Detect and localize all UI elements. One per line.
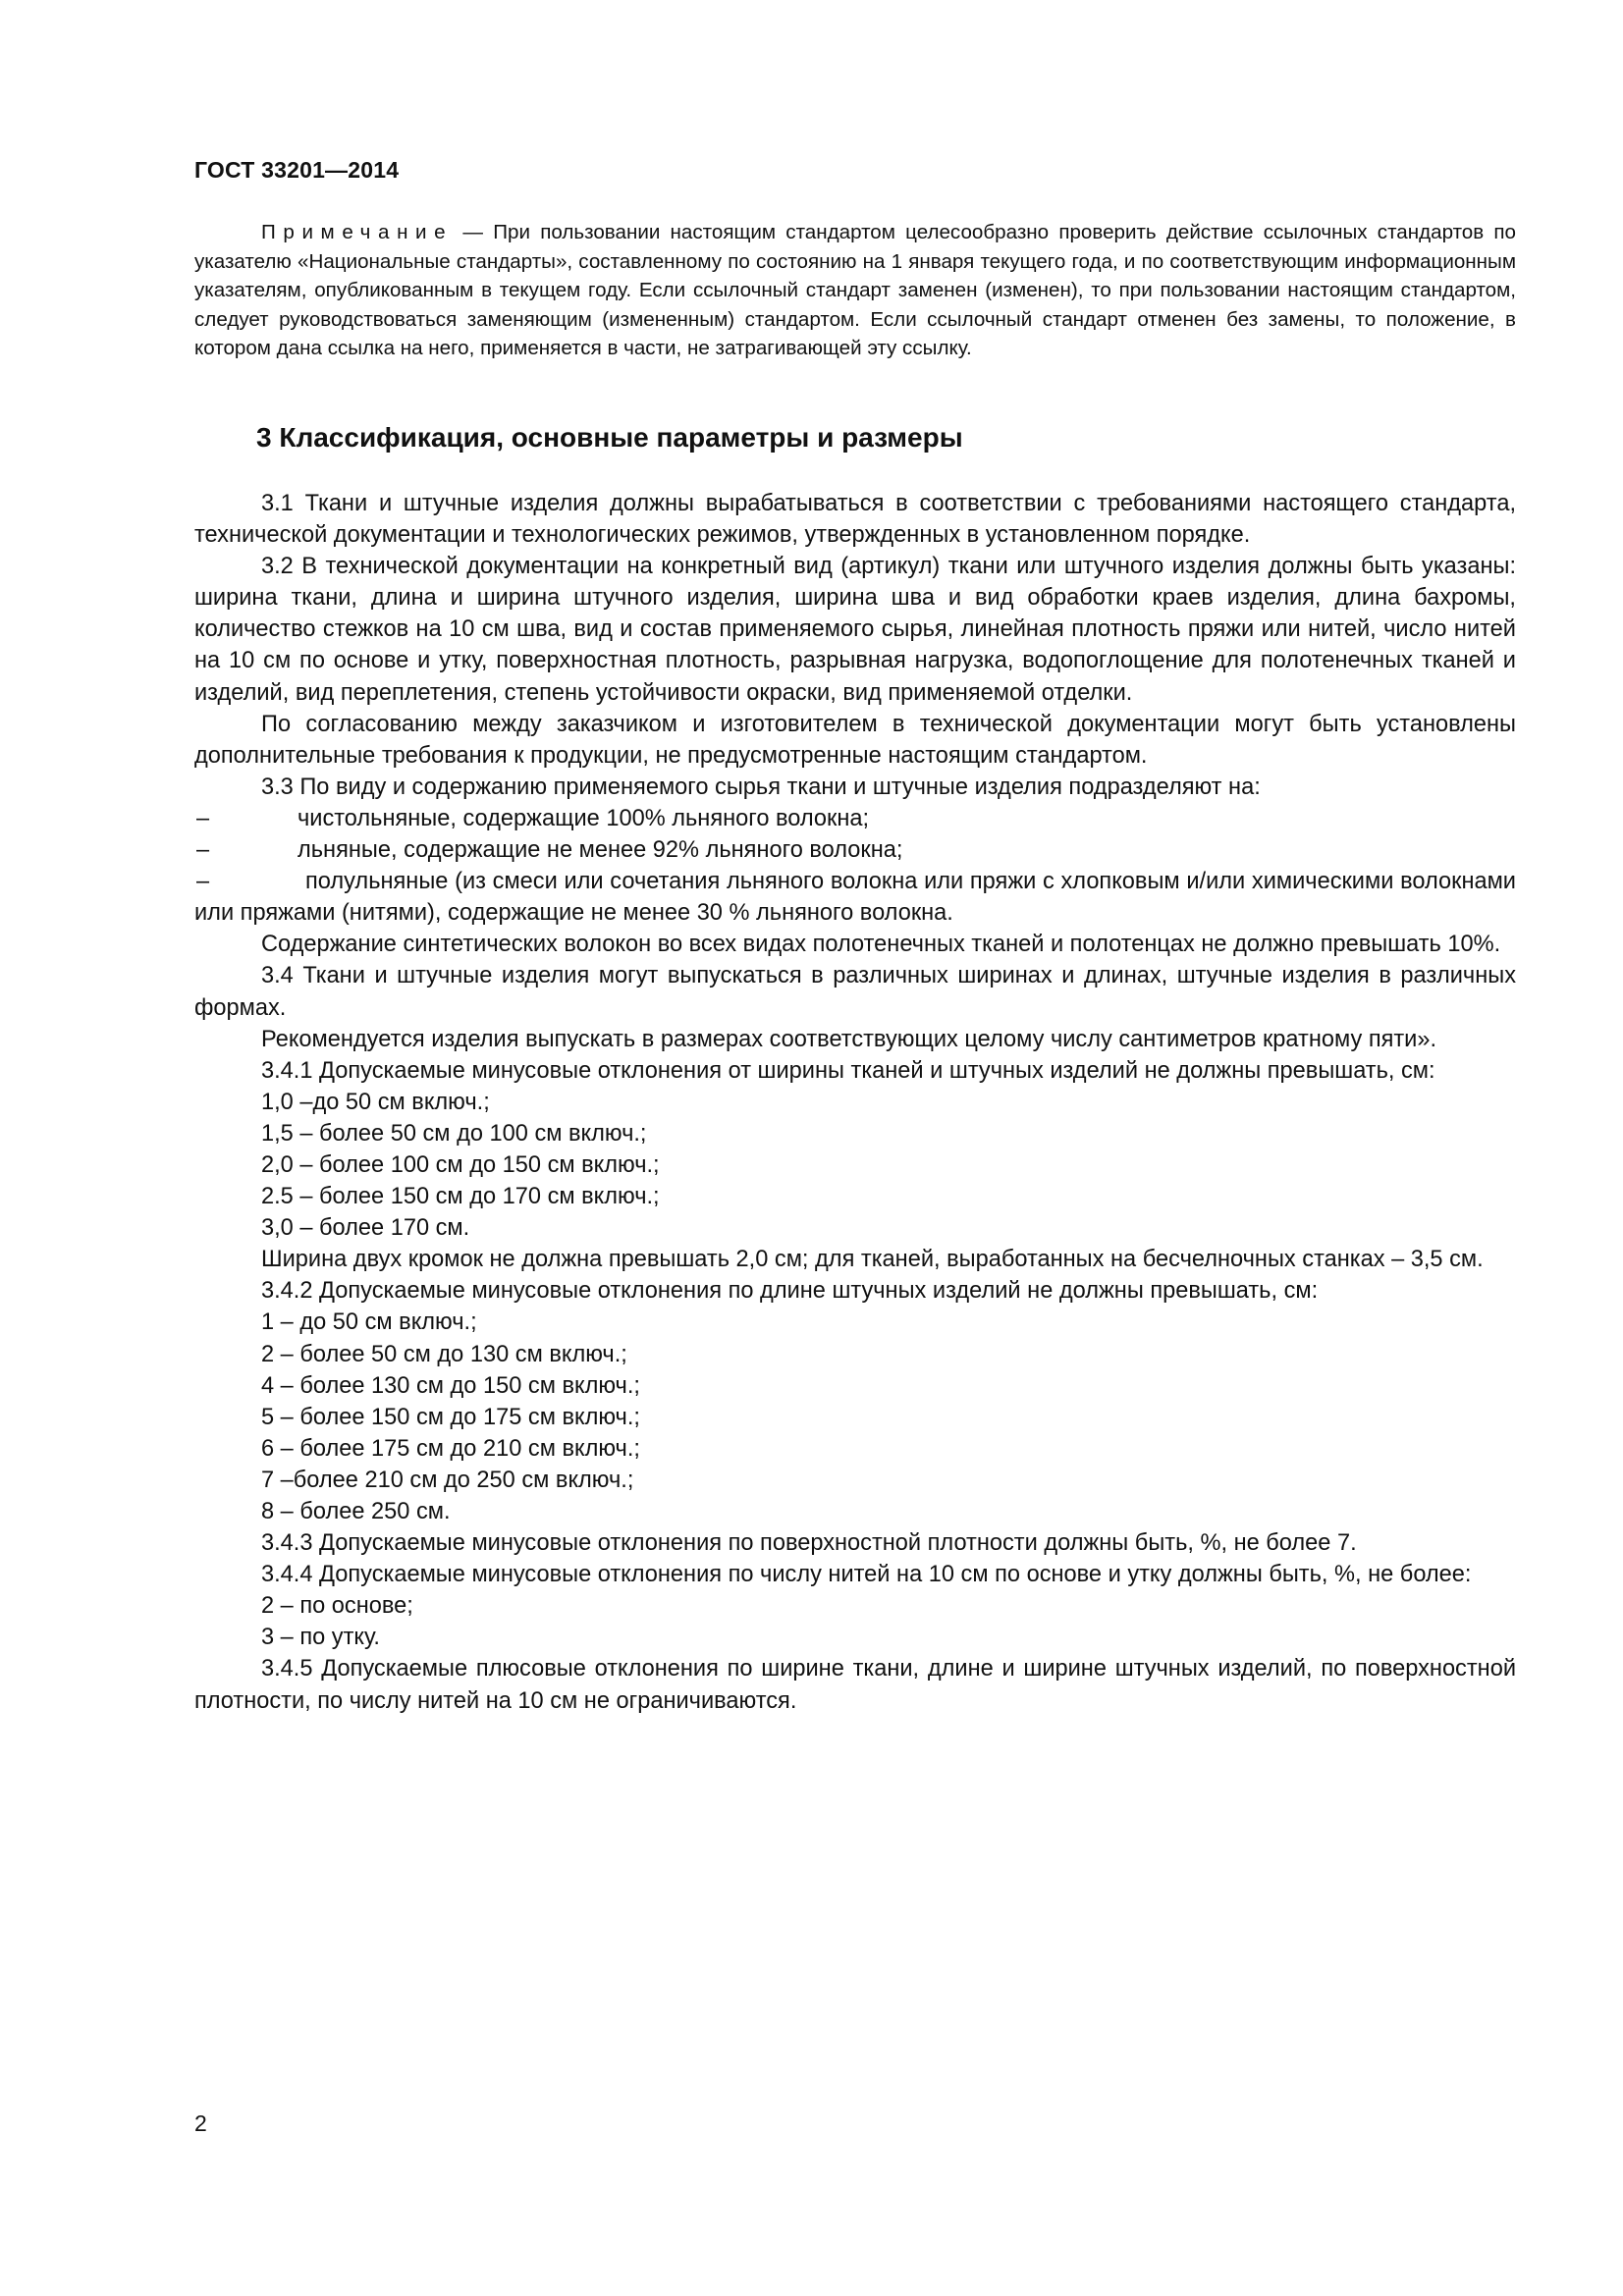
width-tolerance-item: 1,5 – более 50 см до 100 см включ.; <box>261 1120 647 1147</box>
paragraph-3-4-3: 3.4.3 Допускаемые минусовые отклонения по поверхностной плотности должны быть, %, не более 7. <box>261 1530 1357 1557</box>
paragraph-3-4-5: 3.4.5 Допускаемые плюсовые отклонения по ширине ткани, длине и ширине штучных изделий, по поверхностной плотности, по числу нитей на 10 см не ограничиваются. <box>194 1656 1516 1714</box>
document-code-header: ГОСТ 33201—2014 <box>194 157 400 183</box>
width-tolerance-item: 2.5 – более 150 см до 170 см включ.; <box>261 1184 660 1210</box>
list-item <box>194 866 1516 929</box>
paragraph-3-2: 3.2 В технической документации на конкретный вид (артикул) ткани или штучного изделия должны быть указаны: ширина ткани, длина и ширина штучного изделия, ширина шва и вид обработки краев изделия, длина бахромы, количество стежков на 10 см шва, вид и состав применяемого сырья, линейная плотность пряжи или нитей, число нитей на 10 см по основе и утку, поверхностная плотность, разрывная нагрузка, водопоглощение для полотенечных тканей и изделий, вид переплетения, степень устойчивости окраски, вид применяемой отделки. <box>194 554 1516 706</box>
paragraph-edge-width: Ширина двух кромок не должна превышать 2,0 см; для тканей, выработанных на бесчелночных станках – 3,5 см. <box>261 1247 1484 1273</box>
list-item <box>194 803 1516 834</box>
width-tolerance-item: 3,0 – более 170 см. <box>261 1215 470 1242</box>
section-body <box>194 488 1516 1717</box>
note-label: Примечание <box>261 221 454 243</box>
list-item-text: чистольняные, содержащие 100% льняного волокна; <box>298 805 870 831</box>
list-item-text: полульняные (из смеси или сочетания льняного волокна или пряжи с хлопковым и/или химическими волокнами или пряжами (нитями), содержащие не менее 30 % льняного волокна. <box>194 869 1516 927</box>
dash-bullet: – <box>196 805 210 831</box>
length-tolerance-item: 4 – более 130 см до 150 см включ.; <box>261 1372 640 1399</box>
paragraph-3-4-2: 3.4.2 Допускаемые минусовые отклонения по длине штучных изделий не должны превышать, см: <box>261 1278 1319 1305</box>
paragraph-3-4: 3.4 Ткани и штучные изделия могут выпускаться в различных ширинах и длинах, штучные изделия в различных формах. <box>194 963 1516 1021</box>
note-text: — При пользовании настоящим стандартом целесообразно проверить действие ссылочных стандартов по указателю «Национальные стандарты», составленному по состоянию на 1 января текущего года, и по соответствующим информационным указателям, опубликованным в текущем году. Если ссылочный стандарт заменен (изменен), то при пользовании настоящим стандартом, следует руководствоваться заменяющим (измененным) стандартом. Если ссылочный стандарт отменен без замены, то положение, в котором дана ссылка на него, применяется в части, не затрагивающей эту ссылку. <box>194 221 1516 360</box>
length-tolerance-item: 7 –более 210 см до 250 см включ.; <box>261 1467 634 1493</box>
paragraph-synthetic-content: Содержание синтетических волокон во всех видах полотенечных тканей и полотенцах не должно превышать 10%. <box>261 932 1501 958</box>
paragraph-3-3: 3.3 По виду и содержанию применяемого сырья ткани и штучные изделия подразделяют на: <box>261 774 1261 800</box>
list-item <box>194 834 1516 866</box>
length-tolerance-item: 1 – до 50 см включ.; <box>261 1309 477 1336</box>
list-item-text: льняные, содержащие не менее 92% льняного волокна; <box>298 837 903 864</box>
note-paragraph <box>194 218 1516 363</box>
paragraph-3-4-4: 3.4.4 Допускаемые минусовые отклонения по числу нитей на 10 см по основе и утку должны быть, %, не более: <box>261 1562 1472 1588</box>
thread-count-tolerance-item: 2 – по основе; <box>261 1593 413 1620</box>
paragraph-3-4-1: 3.4.1 Допускаемые минусовые отклонения от ширины тканей и штучных изделий не должны превышать, см: <box>261 1057 1435 1084</box>
length-tolerance-item: 6 – более 175 см до 210 см включ.; <box>261 1435 640 1462</box>
width-tolerance-item: 2,0 – более 100 см до 150 см включ.; <box>261 1151 660 1178</box>
paragraph-3-2-agreement: По согласованию между заказчиком и изготовителем в технической документации могут быть установлены дополнительные требования к продукции, не предусмотренные настоящим стандартом. <box>194 711 1516 769</box>
dash-bullet: – <box>196 869 210 895</box>
paragraph-3-4-recommendation: Рекомендуется изделия выпускать в размерах соответствующих целому числу сантиметров кратному пяти». <box>261 1026 1437 1052</box>
page-number: 2 <box>194 2110 207 2136</box>
width-tolerance-item: 1,0 –до 50 см включ.; <box>261 1089 490 1115</box>
section-heading: 3 Классификация, основные параметры и размеры <box>256 422 963 453</box>
paragraph-3-1: 3.1 Ткани и штучные изделия должны вырабатываться в соответствии с требованиями настоящего стандарта, технической документации и технологических режимов, утвержденных в установленном порядке. <box>194 491 1516 549</box>
thread-count-tolerance-item: 3 – по утку. <box>261 1625 380 1651</box>
dash-bullet: – <box>196 837 210 864</box>
length-tolerance-item: 8 – более 250 см. <box>261 1499 451 1524</box>
length-tolerance-item: 2 – более 50 см до 130 см включ.; <box>261 1341 627 1367</box>
length-tolerance-item: 5 – более 150 см до 175 см включ.; <box>261 1404 640 1430</box>
